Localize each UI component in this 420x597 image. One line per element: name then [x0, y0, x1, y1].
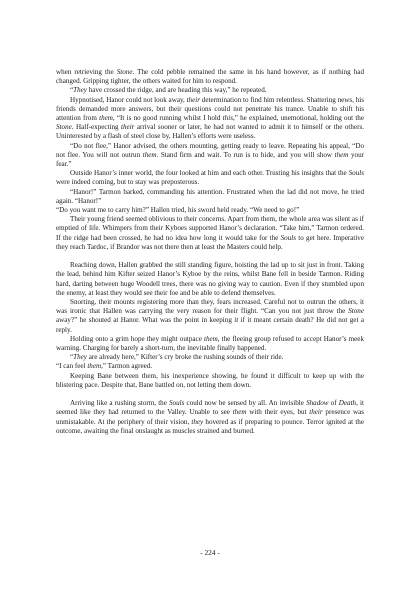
italic-text: Shadow [306, 399, 329, 408]
paragraph: when retrieving the Stone. The cold pebble remained the same in his hand however, as if nothing had changed. Gripping tighter, the others waited for him to respond. [56, 68, 364, 86]
paragraph: Holding onto a grim hope they might outpace them, the fleeing group refused to accept Hanor’s meek warning. Charging for barely a short-turn, the inevitable finally happened. [56, 334, 364, 353]
italic-text: their [309, 408, 323, 417]
paragraph: Keeping Bane between them, his inexperience showing, he found it difficult to keep up with the blistering pace. Despite that, Bane battled on, not letting them down. [56, 371, 364, 389]
paragraph: “They are already here,” Kifter’s cry broke the rushing sounds of their ride. [70, 353, 284, 362]
paragraph: Arriving like a rushing storm, the Souls could now be sensed by all. An invisible Shadow of Death, it seemed like they had returned to the Valley. Unable to see them with their eyes, but their presence was unmistakable. At the periphery of their vision, they hovered as if preparing to pounce. Terror ignited at the outcome, awaiting the final onslaught as muscles strained and burned. [56, 399, 364, 435]
italic-text: this [222, 114, 233, 123]
paragraph: Snorting, their mounts registering more than they, fears increased. Careful not to outrun the others, it was ironic that Hallen was carrying the very reason for their flight. “Can you not just throw the Stone away?” he shouted at Hanor. What was the point in keeping it if it meant certain death? He did not get a reply. [56, 298, 364, 334]
italic-text: them [334, 150, 349, 159]
italic-text: them [232, 408, 247, 417]
italic-text: Souls [348, 169, 364, 178]
italic-text: Stone [116, 68, 133, 76]
italic-text: They [73, 86, 87, 95]
italic-text: Stone [56, 123, 72, 132]
italic-text: them [203, 334, 218, 343]
paragraph: “Hanor!” Tarmon barked, commanding his attention. Frustrated when the lad did not move, he tried again. “Hanor!” [56, 187, 364, 205]
paragraph: “They have crossed the ridge, and are heading this way,” he repeated. [70, 86, 267, 95]
italic-text: them [142, 150, 157, 159]
body-text [56, 68, 364, 436]
italic-text: their [121, 123, 135, 132]
italic-text: Souls [169, 399, 185, 408]
paragraph: Hypnotised, Hanor could not look away, their determination to find him relentless. Shattering news, his friends demanded more answers, but their questions could not penetrate his trance. Unable to shift his attention from them, “It is no good running whilst I hold this,” he explained, unemotional, holding out the Stone. Half-expecting their arrival sooner or later, he had not wanted to admit it to himself or the others. Uninterested by a flash of steel close by, Hallen’s efforts were useless. [56, 95, 364, 141]
page-number: - 224 - [200, 548, 220, 557]
paragraph: “Do not flee,” Hanor advised, the others mounting, getting ready to leave. Repeating his appeal, “Do not flee. You will not outrun them. Stand firm and wait. To run is to hide, and you will show them your fear.” [56, 141, 364, 169]
paragraph: “Do you want me to carry him?” Hallen tried, his sword held ready. “We need to go!” [56, 206, 300, 215]
italic-text: them [87, 362, 102, 371]
italic-text: Souls [280, 233, 296, 242]
paragraph: Outside Hanor’s inner world, the four looked at him and each other. Trusting his insights that the Souls were indeed coming, but to stay was preposterous. [56, 169, 364, 187]
italic-text: it [234, 316, 239, 325]
paragraph: “I can feel them,” Tarmon agreed. [56, 362, 153, 371]
italic-text: They [73, 353, 87, 362]
italic-text: them [99, 114, 113, 123]
italic-text: Stone [348, 307, 364, 316]
paragraph: Reaching down, Hallen grabbed the still standing figure, hoisting the lad up to sit just in front. Taking the lead, behind him Kifter seized Hanor’s Kyboe by the reins, whilst Bane fell in beside Tarmon. Riding hard, darting between huge Woodell trees, there was no giving way to caution. Even if they stumbled upon the enemy, at least they would see their foe and be able to defend themselves. [56, 261, 364, 297]
italic-text: Death [338, 399, 357, 408]
italic-text: their [186, 95, 201, 104]
italic-text: they [191, 417, 204, 426]
paragraph: Their young friend seemed oblivious to their concerns. Apart from them, the whole area was silent as if emptied of life. Whimpers from their Kyboes supported Hanor’s declaration. “Take him,” Tarmon ordered. If the ridge had been crossed, he had no idea how long it would take for the Souls to get here. Imperative they reach Tardoc, if Brandor was not there then at least the Masters could help. [56, 215, 364, 251]
